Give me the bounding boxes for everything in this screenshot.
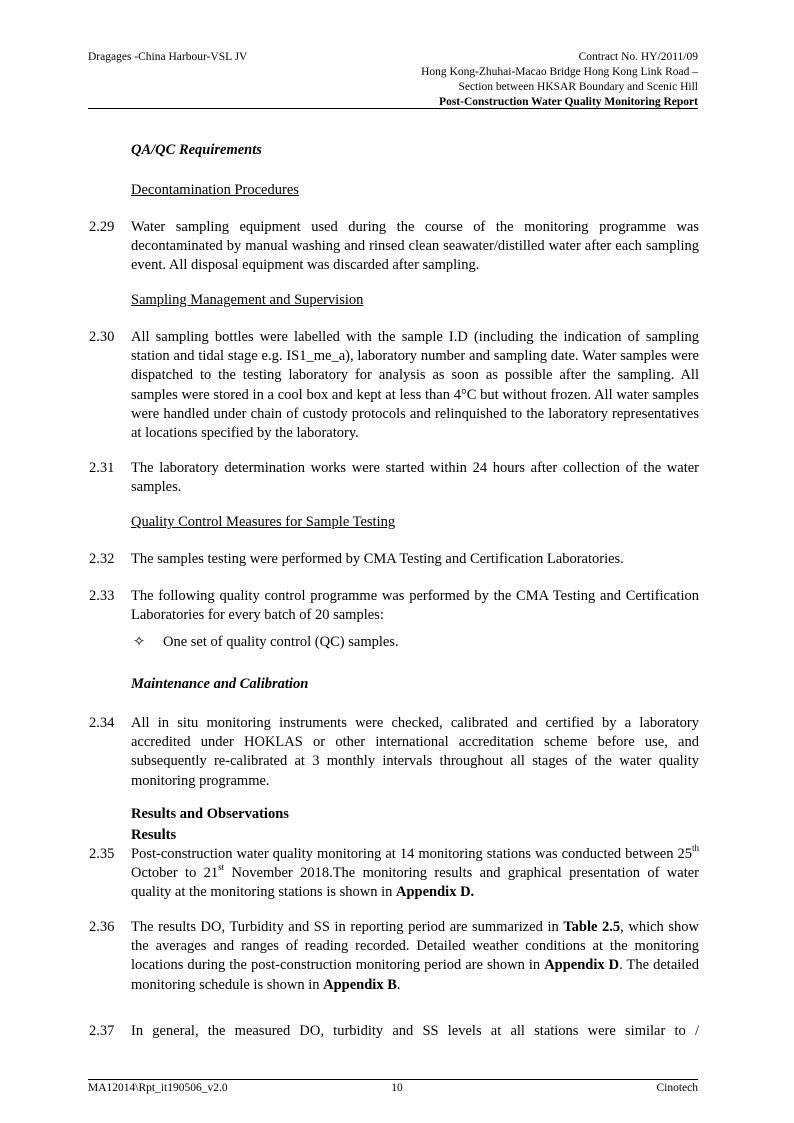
header-project: Hong Kong-Zhuhai-Macao Bridge Hong Kong Link Road – [421, 66, 698, 78]
paragraph-number: 2.37 [89, 1023, 115, 1039]
diamond-star-icon: ✧ [133, 634, 146, 650]
appendix-reference: Appendix B [323, 976, 397, 993]
footer-rule [88, 1079, 698, 1080]
paragraph-number: 2.33 [89, 588, 115, 604]
header-left: Dragages -China Harbour-VSL JV [88, 51, 248, 63]
text-run: Post-construction water quality monitoring at 14 monitoring stations was conducted between 25 [131, 846, 692, 862]
paragraph-number: 2.29 [89, 219, 115, 235]
paragraph-number: 2.34 [89, 715, 115, 731]
paragraph-text: The laboratory determination works were started within 24 hours after collection of the water samples. [131, 460, 699, 496]
paragraph-number: 2.31 [89, 460, 115, 476]
paragraph-text: The samples testing were performed by CMA Testing and Certification Laboratories. [131, 551, 624, 567]
paragraph-text: Water sampling equipment used during the course of the monitoring programme was decontaminated by manual washing and rinsed clean seawater/distilled water after each sampling event. All disposal equipment was discarded after sampling. [131, 219, 699, 274]
paragraph-text: All sampling bottles were labelled with the sample I.D (including the indication of sampling station and tidal stage e.g. IS1_me_a), laboratory number and sampling date. Water samples were dispatched to the testing laboratory for analysis as soon as possible after the sampling. All samples were stored in a cool box and kept at less than 4°C but without frozen. All water samples were handled under chain of custody protocols and relinquished to the laboratory representatives at locations specified by the laboratory. [131, 329, 699, 442]
heading-results: Results [131, 827, 177, 843]
paragraph-number: 2.35 [89, 846, 115, 862]
text-run: The results DO, Turbidity and SS in reporting period are summarized in [131, 919, 564, 935]
paragraph-text [131, 918, 699, 995]
header-report-title: Post-Construction Water Quality Monitoring Report [439, 96, 698, 108]
header-rule [88, 108, 698, 109]
paragraph-number: 2.36 [89, 919, 115, 935]
appendix-reference: Appendix D. [396, 884, 475, 901]
superscript: st [218, 862, 225, 873]
header-right [421, 50, 698, 110]
text-run: November 2018.The monitoring results and graphical presentation of water quality at the monitoring stations is shown in [131, 865, 699, 901]
text-run: , which show the averages and ranges of reading recorded. Detailed weather conditions at the monitoring locations during the post-construction monitoring period are shown in [131, 919, 699, 974]
heading-sampling-management: Sampling Management and Supervision [131, 292, 364, 308]
appendix-reference: Appendix D [544, 957, 620, 974]
paragraph-text: All in situ monitoring instruments were checked, calibrated and certified by a laboratory accredited under HOKLAS or other international accreditation scheme before use, and subsequently re-calibrated at 3 monthly intervals throughout all stages of the water quality monitoring programme. [131, 715, 699, 789]
bullet-text: One set of quality control (QC) samples. [163, 634, 399, 650]
table-reference: Table 2.5 [563, 919, 621, 935]
paragraph-text: In general, the measured DO, turbidity and SS levels at all stations were similar to / [131, 1023, 699, 1039]
heading-maintenance-calibration: Maintenance and Calibration [131, 676, 309, 692]
paragraph-text: The following quality control programme was performed by the CMA Testing and Certification Laboratories for every batch of 20 samples: [131, 588, 699, 624]
footer-document-ref: MA12014\Rpt_it190506_v2.0 [88, 1082, 228, 1094]
header-section: Section between HKSAR Boundary and Scenic Hill [458, 81, 698, 93]
text-run: . The detailed monitoring schedule is shown in [131, 957, 699, 993]
footer-page-number: 10 [391, 1082, 403, 1094]
text-run: October to 21 [131, 865, 219, 882]
heading-results-observations: Results and Observations [131, 806, 289, 822]
heading-quality-control-measures: Quality Control Measures for Sample Testing [131, 514, 396, 530]
superscript: th [691, 843, 699, 854]
paragraph-number: 2.32 [89, 551, 115, 567]
paragraph-number: 2.30 [89, 329, 115, 345]
header-contract: Contract No. HY/2011/09 [578, 51, 698, 63]
paragraph-text [131, 845, 699, 903]
text-run: . [396, 976, 401, 993]
heading-decontamination: Decontamination Procedures [131, 182, 299, 198]
footer-company: Cinotech [656, 1082, 698, 1094]
heading-qa-qc: QA/QC Requirements [131, 142, 262, 158]
